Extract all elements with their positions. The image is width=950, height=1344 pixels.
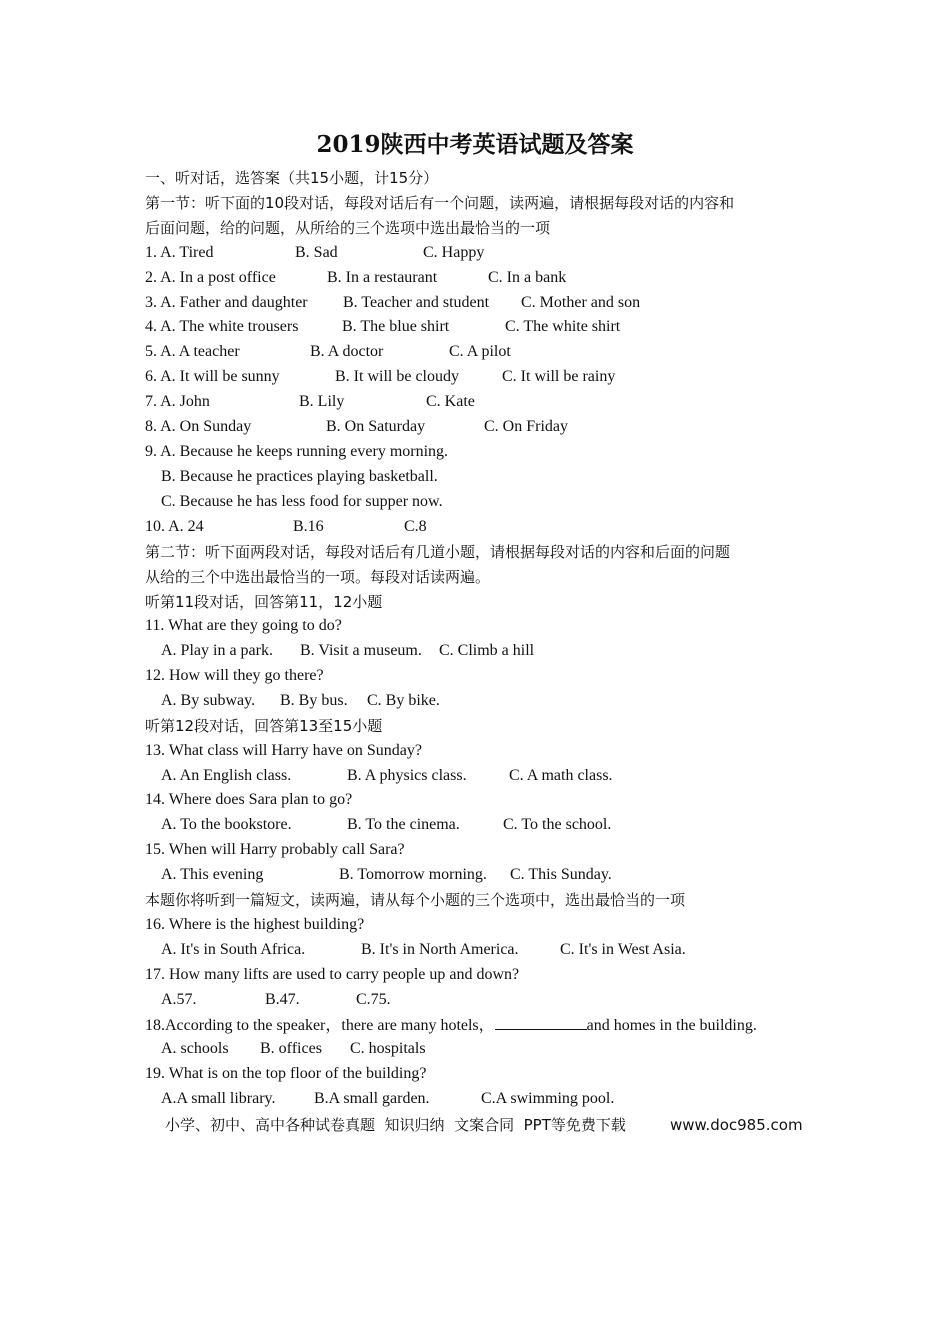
dialog12-intro: 听第12段对话，回答第13至15小题	[145, 717, 383, 735]
q17-stem: 17. How many lifts are used to carry people up and down?	[145, 966, 520, 983]
q9-option-c: C. Because he has less food for supper now.	[161, 493, 443, 510]
q7-option-b: B. Lily	[299, 393, 345, 410]
q12-option-c: C. By bike.	[367, 692, 440, 709]
q6-option-a: 6. A. It will be sunny	[145, 368, 280, 385]
section2-intro: 本题你将听到一篇短文，读两遍，请从每个小题的三个选项中，选出最恰当的一项	[145, 891, 686, 909]
q7-option-a: 7. A. John	[145, 393, 210, 410]
q3-option-a: 3. A. Father and daughter	[145, 294, 308, 311]
q14-option-b: B. To the cinema.	[347, 816, 460, 833]
q6-option-c: C. It will be rainy	[502, 368, 616, 385]
q12-option-a: A. By subway.	[161, 692, 256, 709]
q16-option-b: B. It's in North America.	[361, 941, 519, 958]
section1-heading: 一、听对话，选答案（共15小题，计15分）	[145, 169, 439, 187]
q16-option-c: C. It's in West Asia.	[560, 941, 686, 958]
part2-intro-line1: 第二节：听下面两段对话，每段对话后有几道小题，请根据每段对话的内容和后面的问题	[145, 543, 731, 561]
q3-option-b: B. Teacher and student	[343, 294, 490, 311]
q14-stem: 14. Where does Sara plan to go?	[145, 791, 353, 808]
q11-option-a: A. Play in a park.	[161, 642, 273, 659]
q18-option-c: C. hospitals	[350, 1040, 426, 1057]
page-title: 2019陕西中考英语试题及答案	[316, 131, 634, 158]
q9-option-b: B. Because he practices playing basketball.	[161, 468, 438, 485]
part2-intro-line2: 从给的三个中选出最恰当的一项。每段对话读两遍。	[145, 568, 491, 586]
q8-option-a: 8. A. On Sunday	[145, 418, 252, 435]
q18-answer-blank	[495, 1015, 587, 1030]
q13-stem: 13. What class will Harry have on Sunday?	[145, 742, 422, 759]
q15-option-a: A. This evening	[161, 866, 264, 883]
q17-option-b: B.47.	[265, 991, 300, 1008]
q5-option-c: C. A pilot	[449, 343, 511, 360]
q4-option-c: C. The white shirt	[505, 318, 621, 335]
q4-option-b: B. The blue shirt	[342, 318, 450, 335]
q2-option-c: C. In a bank	[488, 269, 567, 286]
q11-option-c: C. Climb a hill	[439, 642, 535, 659]
q19-option-c: C.A swimming pool.	[481, 1090, 615, 1107]
dialog11-intro: 听第11段对话，回答第11，12小题	[145, 593, 383, 611]
q12-stem: 12. How will they go there?	[145, 667, 324, 684]
q2-option-a: 2. A. In a post office	[145, 269, 276, 286]
q5-option-a: 5. A. A teacher	[145, 343, 240, 360]
q18-option-b: B. offices	[260, 1040, 322, 1057]
part1-intro-line1: 第一节：听下面的10段对话，每段对话后有一个问题，读两遍，请根据每段对话的内容和	[145, 194, 735, 212]
q13-option-c: C. A math class.	[509, 767, 613, 784]
q18-stem-before: 18.According to the speaker，there are many hotels，	[145, 1017, 495, 1034]
q17-option-a: A.57.	[161, 991, 197, 1008]
q5-option-b: B. A doctor	[310, 343, 384, 360]
q4-option-a: 4. A. The white trousers	[145, 318, 299, 335]
q15-option-c: C. This Sunday.	[510, 866, 612, 883]
q11-stem: 11. What are they going to do?	[145, 617, 342, 634]
q12-option-b: B. By bus.	[280, 692, 348, 709]
q10-option-b: B.16	[293, 518, 324, 535]
q9-option-a: 9. A. Because he keeps running every morning.	[145, 443, 449, 460]
q11-option-b: B. Visit a museum.	[300, 642, 422, 659]
q10-option-a: 10. A. 24	[145, 518, 204, 535]
q8-option-b: B. On Saturday	[326, 418, 426, 435]
q17-option-c: C.75.	[356, 991, 391, 1008]
q16-option-a: A. It's in South Africa.	[161, 941, 306, 958]
q18-option-a: A. schools	[161, 1040, 229, 1057]
q18-stem-after: and homes in the building.	[586, 1017, 757, 1034]
q18-stem	[145, 1015, 757, 1036]
q7-option-c: C. Kate	[426, 393, 475, 410]
part1-intro-line2: 后面问题，给的问题，从所给的三个选项中选出最恰当的一项	[145, 219, 551, 237]
q2-option-b: B. In a restaurant	[327, 269, 438, 286]
q13-option-a: A. An English class.	[161, 767, 292, 784]
q19-option-b: B.A small garden.	[314, 1090, 430, 1107]
q15-stem: 15. When will Harry probably call Sara?	[145, 841, 405, 858]
q15-option-b: B. Tomorrow morning.	[339, 866, 487, 883]
q14-option-a: A. To the bookstore.	[161, 816, 292, 833]
q16-stem: 16. Where is the highest building?	[145, 916, 365, 933]
q1-option-a: 1. A. Tired	[145, 244, 214, 261]
footer-url: www.doc985.com	[670, 1116, 803, 1134]
q19-option-a: A.A small library.	[161, 1090, 276, 1107]
q3-option-c: C. Mother and son	[521, 294, 641, 311]
q14-option-c: C. To the school.	[503, 816, 612, 833]
q19-stem: 19. What is on the top floor of the building?	[145, 1065, 427, 1082]
q6-option-b: B. It will be cloudy	[335, 368, 459, 385]
q10-option-c: C.8	[404, 518, 427, 535]
q8-option-c: C. On Friday	[484, 418, 568, 435]
q1-option-b: B. Sad	[295, 244, 338, 261]
footer-text: 小学、初中、高中各种试卷真题 知识归纳 文案合同 PPT等免费下载	[165, 1116, 626, 1134]
q13-option-b: B. A physics class.	[347, 767, 467, 784]
q1-option-c: C. Happy	[423, 244, 485, 261]
